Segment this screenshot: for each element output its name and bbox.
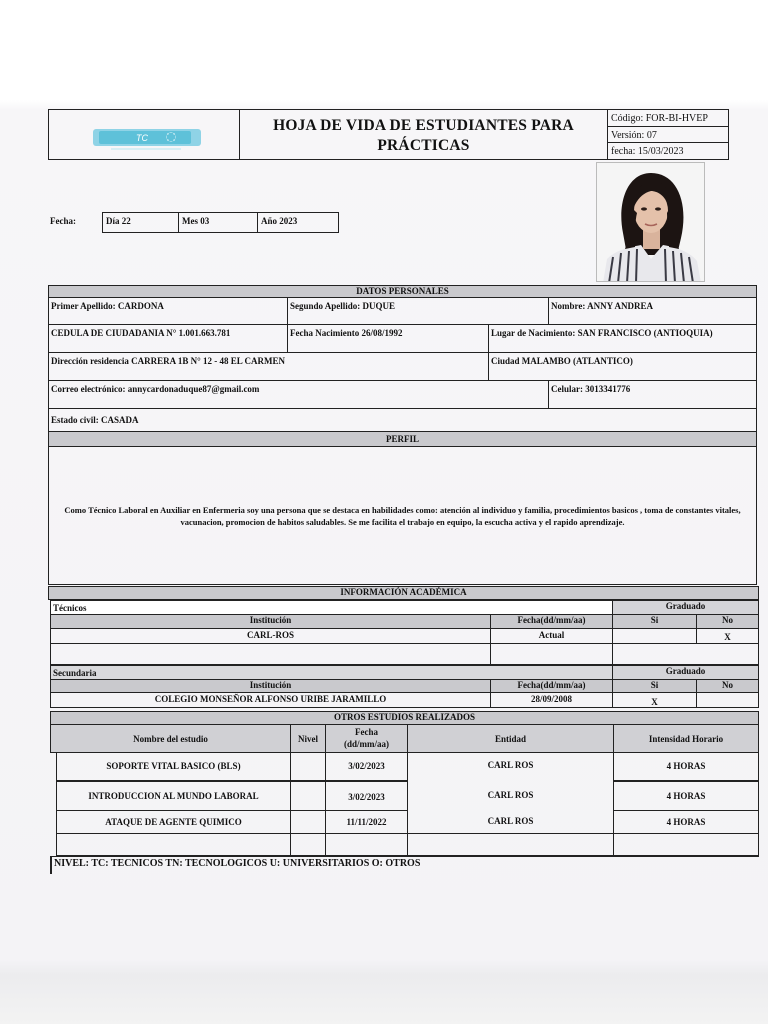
date-label: Fecha: [50, 216, 76, 226]
otros-col-fecha-label2: (dd/mm/aa) [344, 739, 389, 749]
document-title-line1: HOJA DE VIDA DE ESTUDIANTES PARA [273, 117, 574, 134]
otros-row-3-nombre: ATAQUE DE AGENTE QUIMICO [56, 810, 291, 834]
tecnicos-col-institucion: Institución [50, 614, 491, 629]
secundaria-label: Secundaria [50, 665, 613, 680]
secundaria-col-no: No [696, 679, 759, 693]
otros-row-3-intensidad: 4 HORAS [613, 810, 759, 834]
otros-col-intensidad-label: Intensidad Horario [648, 733, 724, 744]
perfil-box [48, 446, 757, 585]
section-informacion-academica: INFORMACIÓN ACADÉMICA [48, 586, 759, 600]
section-perfil: PERFIL [48, 431, 757, 447]
otros-col-entidad-label: Entidad [494, 733, 527, 744]
otros-row-3-fecha: 11/11/2022 [325, 810, 408, 834]
field-estado-civil: Estado civil: CASADA [48, 408, 757, 432]
otros-row-1-nivel [290, 752, 326, 781]
otros-col-nombre-label: Nombre del estudio [133, 733, 208, 744]
otros-row-1-entidad: CARL ROS [487, 760, 534, 770]
otros-col-nombre [50, 724, 291, 753]
tecnicos-col-fecha: Fecha(dd/mm/aa) [490, 614, 613, 629]
otros-col-fecha-label1: Fecha [355, 727, 378, 737]
perfil-text: Como Técnico Laboral en Auxiliar en Enfermeria soy una persona que se destaca en habilidades como: atención al individuo y familia, procedimientos basicos , toma de constantes vitales, vacunacion, promocion de habitos saludables. Se me facilita el trabajo en equipo, la escucha activa y el rapido aprendizaje. [64, 504, 741, 527]
otros-row-1-intensidad: 4 HORAS [613, 752, 759, 781]
field-correo: Correo electrónico: annycardonaduque87@gmail.com [48, 380, 549, 409]
otros-col-intensidad [613, 724, 759, 753]
logo-text: TC [136, 133, 148, 143]
field-nombre: Nombre: ANNY ANDREA [548, 297, 757, 325]
tecnicos-empty-row-fecha [490, 643, 613, 665]
secundaria-col-si: Si [612, 679, 697, 693]
otros-col-entidad [407, 724, 614, 753]
secundaria-no [696, 692, 759, 708]
document-title-line2: PRÁCTICAS [377, 137, 470, 154]
tecnicos-si [612, 628, 697, 644]
student-photo-illustration [597, 163, 705, 282]
otros-empty-row-divider-4 [613, 833, 614, 856]
otros-row-3-nivel [290, 810, 326, 834]
otros-empty-row-divider-2 [325, 833, 326, 856]
institution-logo [49, 110, 239, 159]
secundaria-si: X [612, 692, 697, 708]
field-cedula: CEDULA DE CIUDADANIA N° 1.001.663.781 [48, 324, 288, 353]
otros-row-3-entidad: CARL ROS [487, 816, 534, 826]
footer-left-bar [50, 856, 52, 874]
otros-row-2-nivel [290, 781, 326, 811]
secundaria-fecha: 28/09/2008 [490, 692, 613, 708]
footer-nivel-legend: NIVEL: TC: TECNICOS TN: TECNOLOGICOS U: UNIVERSITARIOS O: OTROS [54, 858, 421, 869]
secundaria-col-institucion: Institución [50, 679, 491, 693]
section-otros-estudios: OTROS ESTUDIOS REALIZADOS [50, 711, 759, 725]
header-codigo: Código: FOR-BI-HVEP [607, 109, 729, 127]
field-direccion: Dirección residencia CARRERA 1B N° 12 - 48 EL CARMEN [48, 352, 489, 381]
tecnicos-no: X [696, 628, 759, 644]
otros-row-2-intensidad: 4 HORAS [613, 781, 759, 811]
tecnicos-empty-row [50, 643, 491, 665]
field-fecha-nacimiento: Fecha Nacimiento 26/08/1992 [287, 324, 489, 353]
date-year: Año 2023 [257, 212, 339, 233]
field-ciudad: Ciudad MALAMBO (ATLANTICO) [488, 352, 757, 381]
otros-empty-row-divider-1 [290, 833, 291, 856]
header-title-cell [239, 109, 608, 160]
otros-row-2-fecha: 3/02/2023 [325, 781, 408, 811]
field-segundo-apellido: Segundo Apellido: DUQUE [287, 297, 549, 325]
tecnicos-col-si: Si [612, 614, 697, 629]
footer-bottom-rule [50, 856, 759, 857]
date-month: Mes 03 [178, 212, 258, 233]
date-day: Día 22 [102, 212, 179, 233]
otros-row-1-fecha: 3/02/2023 [325, 752, 408, 781]
tecnicos-graduado-header: Graduado [612, 600, 759, 615]
secundaria-institucion: COLEGIO MONSEÑOR ALFONSO URIBE JARAMILLO [50, 692, 491, 708]
field-celular: Celular: 3013341776 [548, 380, 757, 409]
otros-col-fecha [325, 724, 408, 753]
header-version: Versión: 07 [607, 126, 729, 143]
otros-row-2-nombre: INTRODUCCION AL MUNDO LABORAL [56, 781, 291, 811]
student-photo [596, 162, 705, 282]
otros-col-nivel [290, 724, 326, 753]
tecnicos-label: Técnicos [50, 600, 613, 615]
header-fecha: fecha: 15/03/2023 [607, 142, 729, 160]
section-datos-personales: DATOS PERSONALES [48, 285, 757, 298]
secundaria-graduado-header: Graduado [612, 665, 759, 680]
field-lugar-nacimiento: Lugar de Nacimiento: SAN FRANCISCO (ANTIOQUIA) [488, 324, 757, 353]
header-logo-cell [48, 109, 240, 160]
otros-empty-row-divider-3 [407, 833, 408, 856]
tecnicos-col-no: No [696, 614, 759, 629]
field-primer-apellido: Primer Apellido: CARDONA [48, 297, 288, 325]
otros-row-2-entidad: CARL ROS [487, 790, 534, 800]
tecnicos-institucion: CARL-ROS [50, 628, 491, 644]
otros-row-1-nombre: SOPORTE VITAL BASICO (BLS) [56, 752, 291, 781]
otros-col-nivel-label: Nivel [298, 733, 318, 744]
tecnicos-fecha: Actual [490, 628, 613, 644]
tecnicos-empty-row-grad [612, 643, 759, 665]
secundaria-col-fecha: Fecha(dd/mm/aa) [490, 679, 613, 693]
